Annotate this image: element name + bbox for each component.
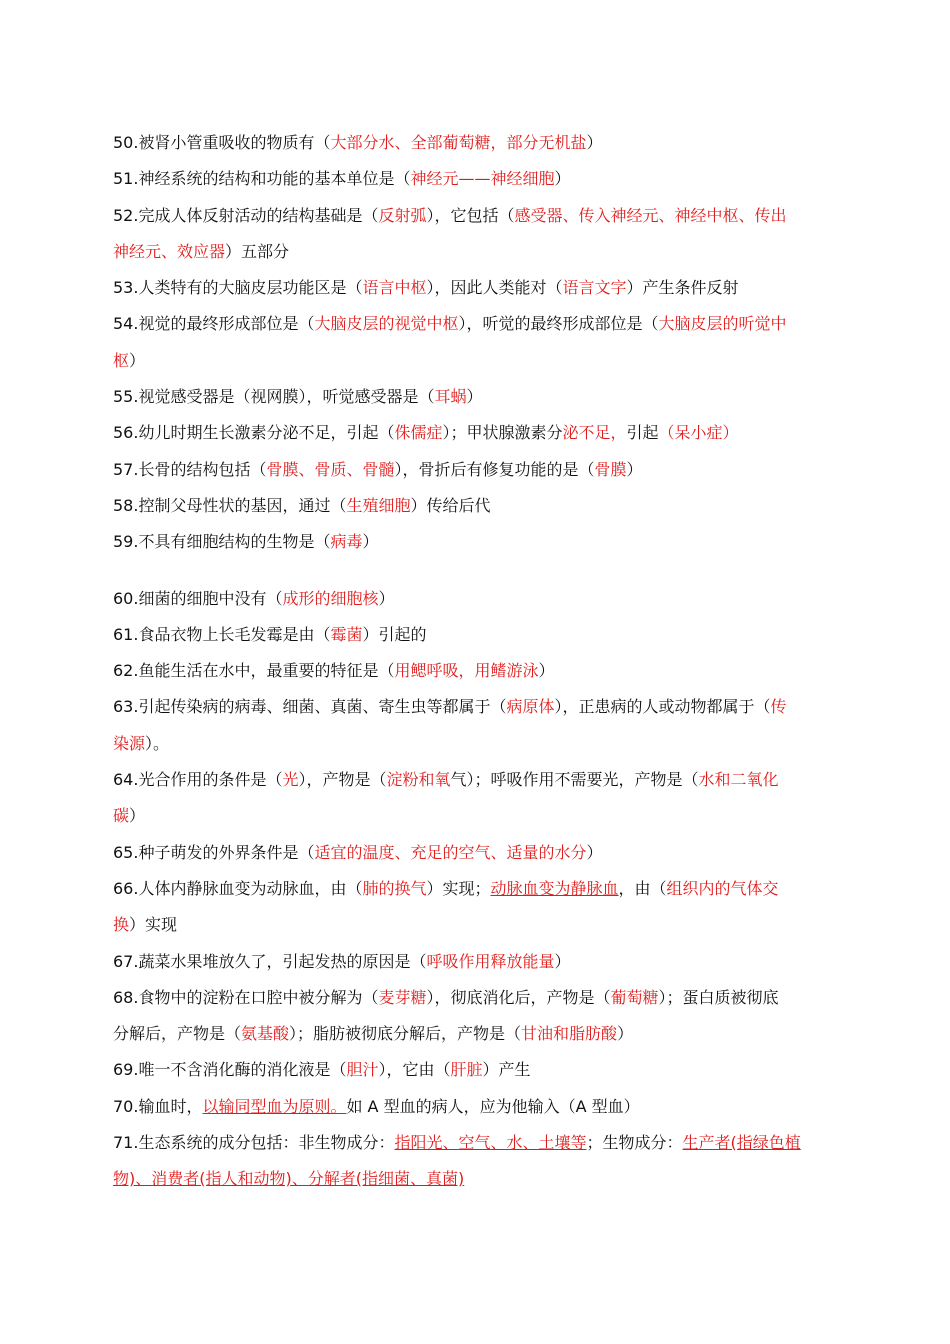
answer-text: 用鳃呼吸，用鳍游泳 [394,661,539,681]
answer-text: 葡萄糖 [610,987,659,1007]
question-text: 62.鱼能生活在水中，最重要的特征是（ [113,661,395,681]
text-line [113,762,841,798]
question-text: ） [378,588,395,608]
answer-text: 氨基酸 [241,1024,290,1044]
question-text: 69.唯一不含消化酶的消化液是（ [113,1060,347,1080]
answer-text: 骨膜、骨质、骨髓 [266,459,395,479]
answer-text: 淀粉和氧 [386,770,451,790]
text-line [113,415,841,451]
question-text: ） [554,951,571,971]
question-text: ） [554,169,571,189]
question-text: 53.人类特有的大脑皮层功能区是（ [113,278,363,298]
text-line [113,1125,841,1161]
question-text: ） [626,459,643,479]
question-text: 66.人体内静脉血变为动脉血，由（ [113,878,363,898]
answer-text: （呆小症） [658,423,739,443]
answer-text: 神经元、效应器 [113,241,226,261]
question-text: 引起 [626,423,659,443]
text-line [113,1089,841,1125]
answer-text: 呼吸作用释放能量 [426,951,555,971]
question-text: ），因此人类能对（ [426,278,563,298]
question-text: ） [466,387,483,407]
answer-text: 生产者(指绿色植 [682,1133,801,1153]
answer-text: 侏儒症 [394,423,443,443]
text-line [113,198,841,234]
question-text: 56.幼儿时期生长激素分泌不足，引起（ [113,423,395,443]
text-line [113,524,841,560]
text-line [113,161,841,197]
paragraph-gap [113,561,841,581]
answer-text: 肝脏 [450,1060,483,1080]
answer-text: 水和二氧化 [698,770,779,790]
answer-text: 枢 [113,350,130,370]
question-text: ）传给后代 [410,495,491,515]
question-text: 71.生态系统的成分包括：非生物成分： [113,1133,395,1153]
text-line [113,835,841,871]
text-line [113,980,841,1016]
question-text: 52.完成人体反射活动的结构基础是（ [113,205,379,225]
answer-text: 动脉血变为静脉血 [490,878,619,898]
answer-text: 碳 [113,806,130,826]
text-line [113,306,841,342]
answer-text: 病原体 [506,697,555,717]
question-text: ），彻底消化后，产物是（ [426,987,611,1007]
text-line [113,798,841,834]
answer-text: 泌不足， [562,423,627,443]
question-text: ） [362,532,379,552]
question-text: 68.食物中的淀粉在口腔中被分解为（ [113,987,379,1007]
question-text: ）实现 [129,915,178,935]
answer-text: 骨膜 [594,459,627,479]
question-text: 57.长骨的结构包括（ [113,459,267,479]
question-text: 60.细菌的细胞中没有（ [113,588,283,608]
question-text: 65.种子萌发的外界条件是（ [113,842,315,862]
question-text: ） [129,350,146,370]
answer-text: 语言文字 [562,278,627,298]
question-text: 气）；呼吸作用不需要光，产物是（ [450,770,699,790]
text-line [113,944,841,980]
text-line [113,452,841,488]
text-line [113,617,841,653]
answer-text: 以输同型血为原则。 [202,1096,347,1116]
question-text: ）；脂肪被彻底分解后，产物是（ [289,1024,522,1044]
question-text: 58.控制父母性状的基因，通过（ [113,495,347,515]
question-text: 分解后，产物是（ [113,1024,242,1044]
text-line [113,689,841,725]
answer-text: 生殖细胞 [346,495,411,515]
text-line [113,343,841,379]
question-text: ），骨折后有修复功能的是（ [394,459,595,479]
question-text: ）五部分 [225,241,290,261]
answer-text: 物)、消费者(指人和动物)、分解者(指细菌、真菌) [113,1169,465,1189]
answer-text: 光 [282,770,299,790]
text-line [113,907,841,943]
document-page [113,125,841,1198]
answer-text: 大脑皮层的视觉中枢 [314,314,459,334]
question-text: ），产物是（ [298,770,387,790]
answer-text: 耳蜗 [434,387,467,407]
text-line [113,581,841,617]
text-line [113,726,841,762]
text-line [113,488,841,524]
answer-text: 甘油和脂肪酸 [521,1024,618,1044]
question-text: 70.输血时， [113,1096,203,1116]
text-line [113,234,841,270]
answer-text: 成形的细胞核 [282,588,379,608]
question-text: 63.引起传染病的病毒、细菌、真菌、寄生虫等都属于（ [113,697,507,717]
answer-text: 神经元——神经细胞 [410,169,555,189]
answer-text: 大脑皮层的听觉中 [658,314,787,334]
answer-text: 麦芽糖 [378,987,427,1007]
question-text: ） [129,806,146,826]
question-text: ；生物成分： [586,1133,683,1153]
question-text: ）产生 [482,1060,531,1080]
answer-text: 霉菌 [330,624,363,644]
question-text: 67.蔬菜水果堆放久了，引起发热的原因是（ [113,951,427,971]
question-text: ）实现； [426,878,491,898]
question-text: ），它由（ [378,1060,451,1080]
answer-text: 胆汁 [346,1060,379,1080]
question-text: ）。 [145,733,170,753]
answer-text: 语言中枢 [362,278,427,298]
text-line [113,125,841,161]
answer-text: 大部分水、全部葡萄糖，部分无机盐 [330,133,587,152]
question-text: 50.被肾小管重吸收的物质有（ [113,133,331,152]
text-line [113,653,841,689]
answer-text: 感受器、传入神经元、神经中枢、传出 [514,205,787,225]
answer-text: 组织内的气体交 [666,878,779,898]
question-text: ），听觉的最终形成部位是（ [458,314,659,334]
question-text: 61.食品衣物上长毛发霉是由（ [113,624,331,644]
question-text: ） [538,661,555,681]
answer-text: 适宜的温度、充足的空气、适量的水分 [314,842,587,862]
answer-text: 病毒 [330,532,363,552]
question-text: ）引起的 [362,624,427,644]
question-text: 55.视觉感受器是（视网膜），听觉感受器是（ [113,387,435,407]
question-text: ） [586,842,603,862]
text-line [113,1161,841,1197]
text-line [113,1016,841,1052]
question-text: ），正患病的人或动物都属于（ [554,697,771,717]
question-text: ，由（ [618,878,667,898]
question-text: 59.不具有细胞结构的生物是（ [113,532,331,552]
answer-text: 肺的换气 [362,878,427,898]
text-line [113,270,841,306]
text-line [113,871,841,907]
question-text: ）；甲状腺激素分 [442,423,563,443]
question-text: 如 A 型血的病人，应为他输入（A 型血） [346,1096,640,1116]
question-text: ）产生条件反射 [626,278,739,298]
question-text: ） [586,133,603,152]
question-text: ）；蛋白质被彻底 [658,987,779,1007]
answer-text: 染源 [113,733,146,753]
question-text: ） [617,1024,634,1044]
answer-text: 反射弧 [378,205,427,225]
text-line [113,379,841,415]
question-text: 54.视觉的最终形成部位是（ [113,314,315,334]
text-line [113,1052,841,1088]
question-text: ），它包括（ [426,205,515,225]
question-text: 51.神经系统的结构和功能的基本单位是（ [113,169,411,189]
answer-text: 指阳光、空气、水、土壤等 [394,1133,587,1153]
answer-text: 传 [770,697,787,717]
question-text: 64.光合作用的条件是（ [113,770,283,790]
answer-text: 换 [113,915,130,935]
